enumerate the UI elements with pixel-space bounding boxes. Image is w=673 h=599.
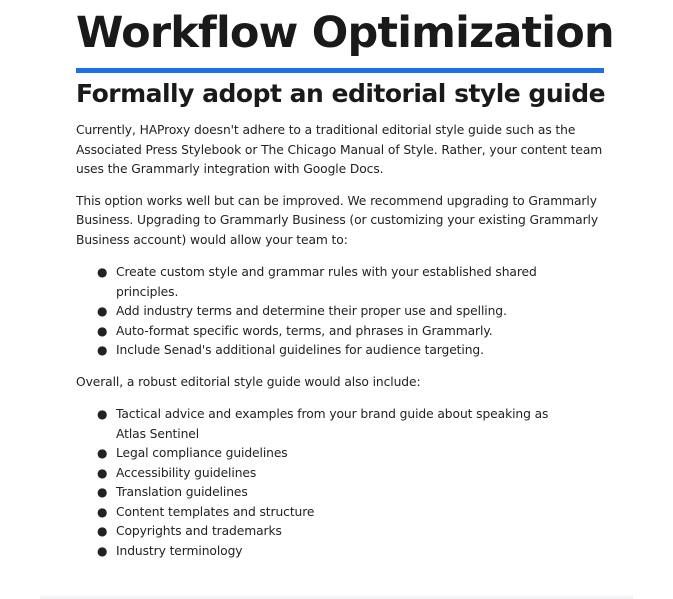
bullet-icon: ● bbox=[97, 524, 108, 538]
list-item bbox=[76, 302, 566, 322]
document-page bbox=[76, 0, 614, 561]
list-item bbox=[76, 464, 566, 484]
list-item bbox=[76, 341, 566, 361]
list-item bbox=[76, 322, 566, 342]
title-underline-rule bbox=[76, 68, 604, 73]
list-item-text: Accessibility guidelines bbox=[116, 465, 257, 480]
bullet-icon: ● bbox=[97, 504, 108, 519]
page-title: Workflow Optimization bbox=[76, 8, 614, 58]
page-bottom-edge bbox=[40, 593, 633, 599]
list-item-text: Create custom style and grammar rules with your established shared principles. bbox=[116, 265, 537, 299]
list-item bbox=[76, 263, 566, 302]
list-item bbox=[76, 405, 566, 444]
list-item-text: Translation guidelines bbox=[116, 485, 248, 499]
bullet-icon: ● bbox=[97, 485, 108, 499]
bullet-icon: ● bbox=[97, 265, 108, 279]
list-item-text: Copyrights and trademarks bbox=[116, 524, 282, 538]
list-item bbox=[76, 542, 566, 562]
list-item-text: Legal compliance guidelines bbox=[116, 446, 288, 460]
bullet-icon: ● bbox=[97, 465, 108, 480]
bullet-icon: ● bbox=[97, 304, 108, 318]
style-guide-contents-list bbox=[76, 405, 606, 561]
bullet-icon: ● bbox=[97, 543, 108, 558]
section-heading: Formally adopt an editorial style guide bbox=[76, 79, 606, 108]
paragraph-overall: Overall, a robust editorial style guide would also include: bbox=[76, 374, 421, 389]
list-item bbox=[76, 503, 566, 523]
list-item-text: Tactical advice and examples from your brand guide about speaking as Atlas Sentinel bbox=[116, 407, 549, 441]
bullet-icon: ● bbox=[97, 323, 108, 338]
list-item bbox=[76, 444, 566, 464]
list-item-text: Auto-format specific words, terms, and phrases in Grammarly. bbox=[116, 323, 493, 338]
list-item-text: Include Senad's additional guidelines for audience targeting. bbox=[116, 343, 484, 357]
bullet-icon: ● bbox=[97, 343, 108, 357]
list-item bbox=[76, 522, 566, 542]
list-item-text: Content templates and structure bbox=[116, 504, 315, 519]
grammarly-benefits-list bbox=[76, 263, 606, 361]
paragraph-recommendation: This option works well but can be improved. We recommend upgrading to Grammarly Business. Upgrading to Grammarly Business (or customizing your existing Grammarly Business account) would allow your team to: bbox=[76, 193, 599, 247]
list-item bbox=[76, 483, 566, 503]
paragraph-intro: Currently, HAProxy doesn't adhere to a traditional editorial style guide such as the Associated Press Stylebook or The Chicago Manual of Style. Rather, your content team uses the Grammarly integration with Google Docs. bbox=[76, 123, 603, 176]
list-item-text: Add industry terms and determine their proper use and spelling. bbox=[116, 304, 507, 318]
bullet-icon: ● bbox=[97, 407, 108, 421]
bullet-icon: ● bbox=[97, 446, 108, 460]
list-item-text: Industry terminology bbox=[116, 543, 243, 558]
